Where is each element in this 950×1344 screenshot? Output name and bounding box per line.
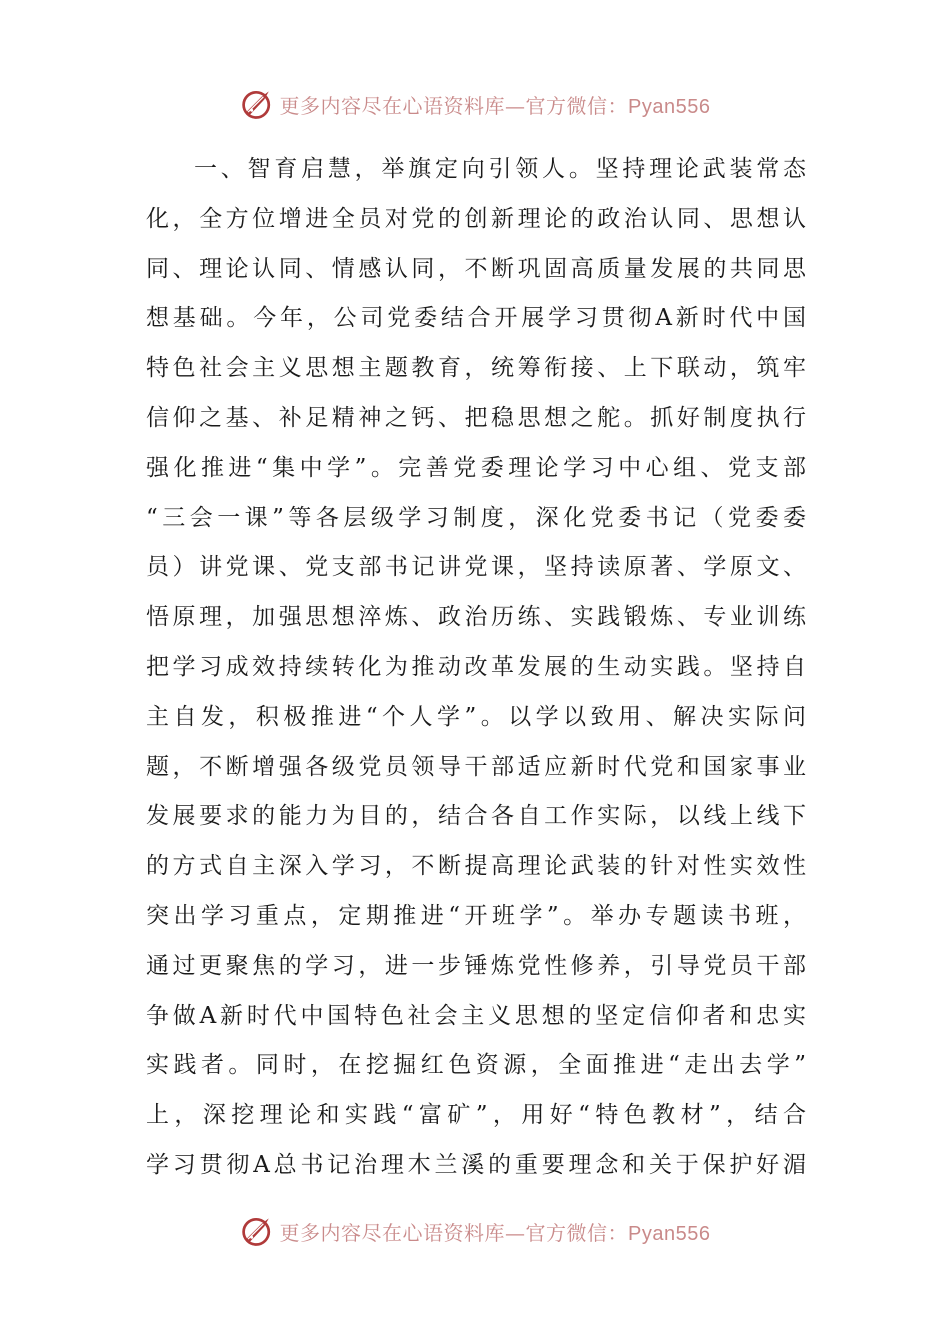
footer-banner <box>0 1211 950 1251</box>
paragraph-line: 争做A新时代中国特色社会主义思想的坚定信仰者和忠实 <box>146 1002 806 1029</box>
paragraph-line: “三会一课”等各层级学习制度，深化党委书记（党委委 <box>146 504 806 531</box>
paragraph-line: 员）讲党课、党支部书记讲党课，坚持读原著、学原文、 <box>146 554 806 581</box>
pen-nib-logo-icon <box>240 1213 276 1249</box>
paragraph-line: 题，不断增强各级党员领导干部适应新时代党和国家事业 <box>146 753 806 780</box>
paragraph-line: 同、理论认同、情感认同，不断巩固高质量发展的共同思 <box>146 255 806 282</box>
paragraph-line: 想基础。今年，公司党委结合开展学习贯彻A新时代中国 <box>146 305 806 332</box>
banner-text: 更多内容尽在心语资料库—官方微信：Pyan556 <box>279 93 711 118</box>
wechat-id: Pyan556 <box>628 1222 711 1245</box>
paragraph-line: 悟原理，加强思想淬炼、政治历练、实践锻炼、专业训练 <box>146 604 806 631</box>
header-banner <box>0 84 950 124</box>
paragraph-line: 发展要求的能力为目的，结合各自工作实际，以线上线下 <box>146 803 806 830</box>
pen-nib-logo-icon <box>240 86 276 122</box>
document-body <box>146 145 806 1191</box>
banner-text: 更多内容尽在心语资料库—官方微信：Pyan556 <box>279 1220 711 1245</box>
paragraph-line: 化，全方位增进全员对党的创新理论的政治认同、思想认 <box>146 205 806 232</box>
paragraph-line: 的方式自主深入学习，不断提高理论武装的针对性实效性 <box>146 853 806 880</box>
paragraph-line: 一、智育启慧，举旗定向引领人。坚持理论武装常态 <box>194 156 806 182</box>
paragraph-line: 特色社会主义思想主题教育，统筹衔接、上下联动，筑牢 <box>146 355 806 382</box>
paragraph-line: 把学习成效持续转化为推动改革发展的生动实践。坚持自 <box>146 653 806 680</box>
paragraph-line: 信仰之基、补足精神之钙、把稳思想之舵。抓好制度执行 <box>146 404 806 431</box>
paragraph-line: 通过更聚焦的学习，进一步锤炼党性修养，引导党员干部 <box>146 952 806 979</box>
paragraph-line: 强化推进“集中学”。完善党委理论学习中心组、党支部 <box>146 454 806 481</box>
paragraph-line: 上，深挖理论和实践“富矿”，用好“特色教材”，结合 <box>146 1102 806 1129</box>
paragraph-line: 主自发，积极推进“个人学”。以学以致用、解决实际问 <box>146 703 806 730</box>
wechat-id: Pyan556 <box>628 95 711 118</box>
paragraph-line: 学习贯彻A总书记治理木兰溪的重要理念和关于保护好湄 <box>146 1151 806 1178</box>
paragraph-line: 实践者。同时，在挖掘红色资源，全面推进“走出去学” <box>146 1052 806 1079</box>
paragraph-line: 突出学习重点，定期推进“开班学”。举办专题读书班， <box>146 902 806 929</box>
